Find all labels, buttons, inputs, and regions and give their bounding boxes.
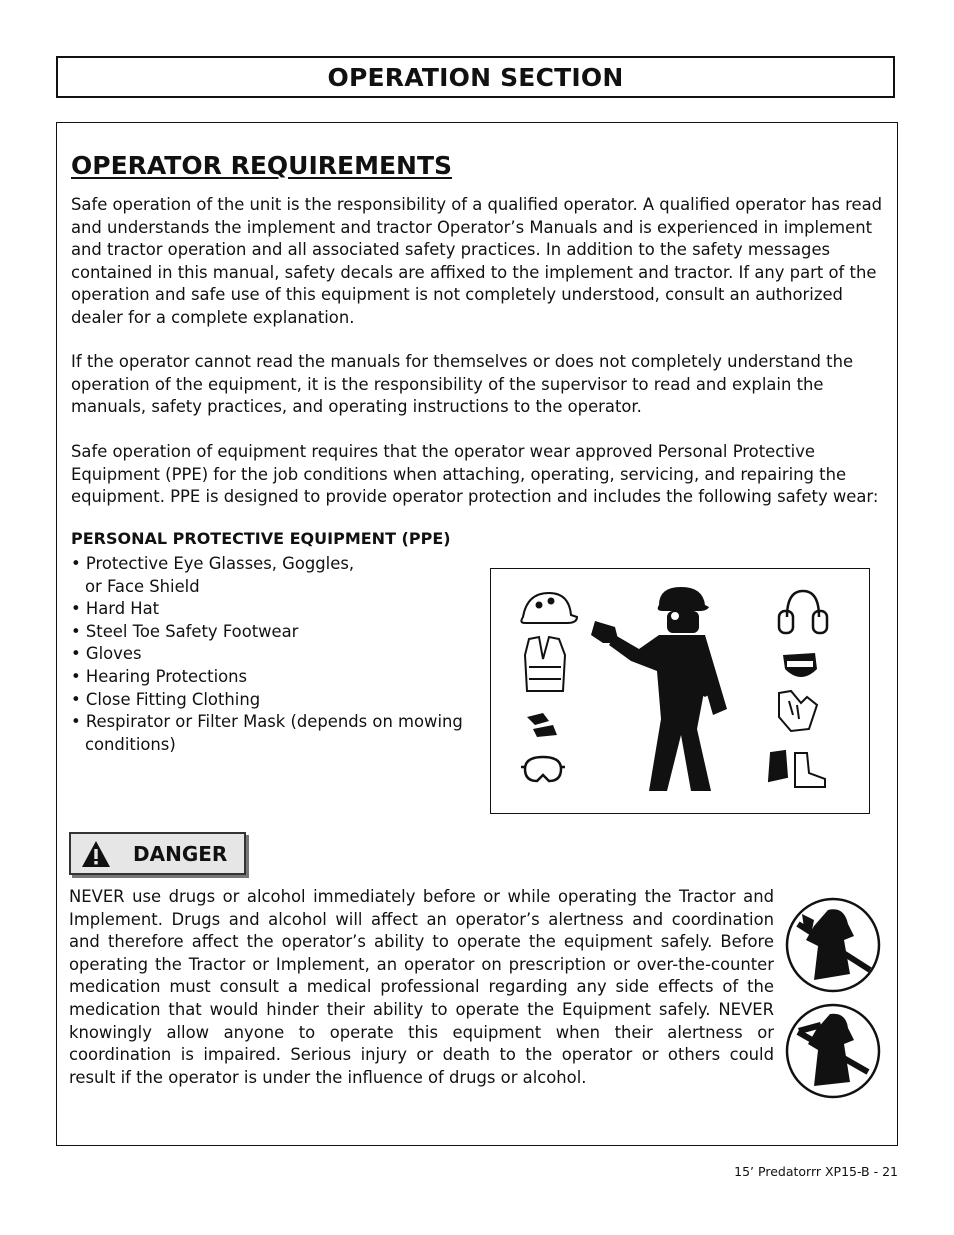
ppe-item: or Face Shield: [85, 576, 200, 596]
worker-figure-icon: [591, 587, 727, 791]
hard-hat-icon: [521, 593, 577, 623]
ppe-title: PERSONAL PROTECTIVE EQUIPMENT (PPE): [71, 529, 451, 548]
no-drugs-icon: [784, 1002, 882, 1100]
no-alcohol-icon: [784, 896, 882, 994]
operator-requirements-box: [56, 122, 898, 1146]
danger-label: [69, 832, 246, 875]
safety-vest-icon: [525, 637, 565, 691]
paragraph-qualified-operator: Safe operation of the unit is the responsibility of a qualified operator. A qualified operator has read and understands the implement and tractor Operator’s Manuals and is experienced in implement and tractor operation and all associated safety practices. In addition to the safety messages contained in this manual, safety decals are affixed to the implement and tractor. If any part of the operation and safe use of this equipment is not completely understood, consult an authorized dealer for a complete explanation.: [71, 195, 883, 327]
ppe-worker-illustration: [491, 569, 868, 812]
ear-muffs-icon: [779, 591, 827, 633]
ppe-item: • Hearing Protections: [71, 666, 248, 686]
ppe-item: • Gloves: [71, 644, 142, 664]
danger-message: NEVER use drugs or alcohol immediately before or while operating the Tractor and Implement. Drugs and alcohol will affect an operator’s alertness and coordination and therefore affect the operator’s ability to operate the equipment safely. Before operating the Tractor or Implement, an operator on prescription or over-the-counter medication must consult a medical professional regarding any side effects of the medication that would hinder their ability to operate the Equipment safely. NEVER knowingly allow anyone to operate this equipment when their alertness or coordination is impaired. Serious injury or death to the operator or others could result if the operator is under the influence of drugs or alcohol.: [69, 887, 774, 1087]
ppe-item: • Steel Toe Safety Footwear: [71, 621, 299, 641]
section-title: OPERATION SECTION: [327, 62, 624, 92]
danger-label-text: DANGER: [133, 841, 228, 866]
paragraph-supervisor: If the operator cannot read the manuals for themselves or does not completely understand the operation of the equipment, it is the responsibility of the supervisor to read and explain the manuals, safety practices, and operating instructions to the operator.: [71, 352, 854, 417]
page-footer: 15’ Predatorrr XP15-B - 21: [734, 1164, 898, 1179]
ppe-illustration: [490, 568, 870, 814]
ppe-list: [71, 553, 481, 756]
ppe-item: • Hard Hat: [71, 599, 160, 619]
earplugs-icon: [527, 713, 557, 737]
ppe-item: • Close Fitting Clothing: [71, 689, 261, 709]
ppe-item: • Respirator or Filter Mask (depends on mowing: [71, 712, 463, 732]
gloves-icon: [779, 691, 817, 731]
face-mask-icon: [783, 653, 817, 677]
ppe-item: • Protective Eye Glasses, Goggles,: [71, 554, 355, 573]
goggles-icon: [521, 757, 565, 781]
ppe-item: conditions): [85, 734, 176, 754]
section-title-box: [56, 56, 895, 98]
page-heading: OPERATOR REQUIREMENTS: [71, 151, 453, 180]
safety-boots-icon: [769, 751, 825, 787]
warning-triangle-icon: [81, 839, 111, 869]
paragraph-ppe-intro: Safe operation of equipment requires that the operator wear approved Personal Protective Equipment (PPE) for the job conditions when attaching, operating, servicing, and repairing the equipment. PPE is designed to provide operator protection and includes the following safety wear:: [71, 442, 879, 507]
